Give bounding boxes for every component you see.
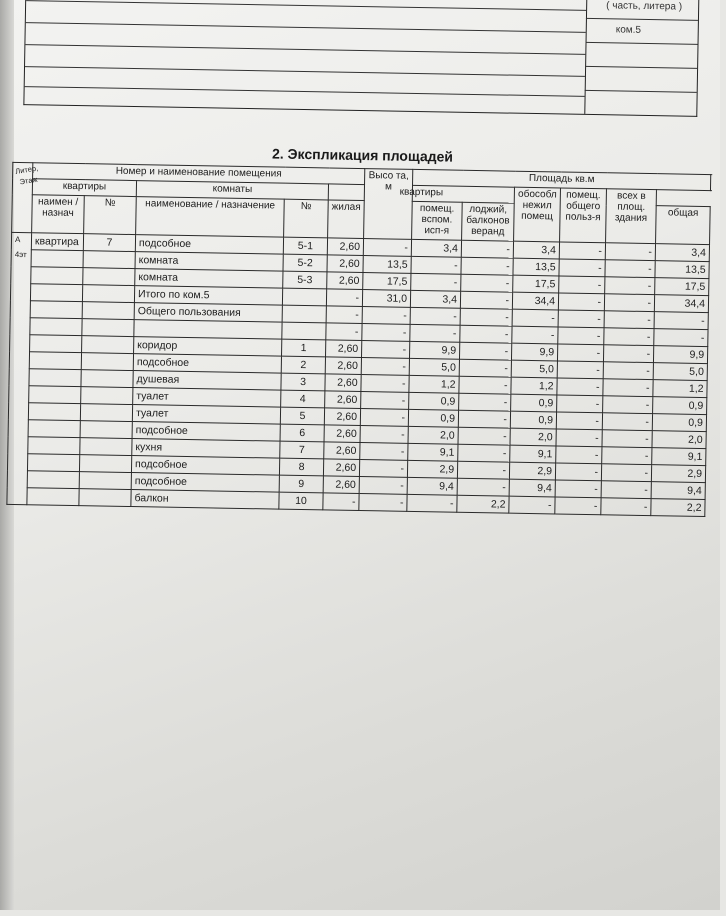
room-name-cell: подсобное (131, 456, 279, 476)
living-cell: - (360, 443, 408, 461)
section-title: 2. Экспликация площадей (271, 145, 454, 165)
nonres-cell: - (558, 344, 604, 362)
loggia-cell: - (461, 274, 513, 292)
nonres-cell: - (555, 480, 601, 498)
apt-no-cell (82, 285, 134, 303)
aux-cell: 1,2 (409, 375, 459, 393)
loggia-cell: 2,2 (457, 495, 509, 513)
header-apt-no: № (84, 196, 137, 235)
room-name-cell: кухня (132, 439, 280, 459)
loggia-cell: - (460, 325, 512, 343)
living-cell: - (361, 392, 409, 410)
header-loggia: лоджий, балконов веранд (462, 202, 515, 241)
living-cell: 31,0 (362, 290, 410, 308)
loggia-cell: - (460, 291, 512, 309)
living-cell: 13,5 (363, 256, 411, 274)
room-no-cell: 6 (280, 424, 324, 442)
room-name-cell: Итого по ком.5 (134, 286, 282, 306)
nonres-cell: - (557, 378, 603, 396)
liter-value: А (14, 234, 21, 245)
header-apt-name: наимен / назнач (32, 195, 85, 234)
total-cell: 2,9 (509, 462, 555, 480)
total-cell: 2,0 (510, 428, 556, 446)
room-no-cell: 8 (279, 458, 323, 476)
header-common: помещ. общего польз-я (560, 188, 607, 243)
common-cell: - (603, 379, 653, 397)
living-cell: - (360, 426, 408, 444)
header-room-no: № (284, 199, 329, 238)
loggia-cell: - (457, 461, 509, 479)
loggia-cell: - (458, 427, 510, 445)
header-area: Площадь кв.м (413, 169, 711, 190)
room-name-cell: комната (135, 252, 283, 272)
common-cell: - (603, 396, 653, 414)
height-cell: 2,60 (324, 442, 360, 460)
common-cell: - (604, 345, 654, 363)
total-cell: 1,2 (511, 377, 557, 395)
common-cell: - (605, 260, 655, 278)
common-cell: - (602, 447, 652, 465)
apt-no-cell (79, 489, 131, 507)
header-form-line (585, 90, 697, 93)
common-cell: - (602, 430, 652, 448)
aux-cell: 0,9 (409, 392, 459, 410)
common-cell: - (603, 362, 653, 380)
room-no-cell (282, 288, 326, 306)
all-cell: 0,9 (652, 414, 706, 432)
all-cell: 1,2 (653, 380, 707, 398)
apt-name-cell (30, 335, 82, 353)
total-cell: - (512, 326, 558, 344)
header-living: жилая (328, 200, 365, 239)
nonres-cell: - (555, 463, 601, 481)
header-form-line (586, 18, 698, 21)
apt-name-cell (29, 369, 81, 387)
room-name-cell: подсобное (132, 422, 280, 442)
apt-no-cell (80, 404, 132, 422)
loggia-cell: - (458, 444, 510, 462)
room-no-cell: 5-2 (283, 254, 327, 272)
room-no-cell: 5-3 (283, 271, 327, 289)
apt-name-cell (27, 454, 79, 472)
height-cell: 2,60 (323, 459, 359, 477)
aux-cell: 3,4 (411, 239, 461, 257)
room-no-cell: 5 (280, 407, 324, 425)
room-no-cell: 1 (282, 339, 326, 357)
height-cell: - (326, 306, 362, 324)
apt-no-cell (82, 336, 134, 354)
room-no-cell: 2 (281, 356, 325, 374)
total-cell: - (509, 496, 555, 514)
aux-cell: 2,0 (408, 426, 458, 444)
nonres-cell: - (556, 429, 602, 447)
apt-no-cell (82, 319, 134, 337)
loggia-cell: - (460, 308, 512, 326)
total-cell: 9,9 (512, 343, 558, 361)
apt-no-cell (79, 472, 131, 490)
nonres-cell: - (558, 293, 604, 311)
nonres-cell: - (557, 395, 603, 413)
living-cell: - (361, 375, 409, 393)
nonres-cell: - (556, 446, 602, 464)
total-cell: 17,5 (513, 275, 559, 293)
floor-value: 4эт (14, 249, 27, 260)
height-cell: - (326, 289, 362, 307)
aux-cell: - (410, 307, 460, 325)
apt-name-cell (31, 267, 83, 285)
all-cell: 9,4 (651, 482, 705, 500)
nonres-cell: - (559, 259, 605, 277)
room-name-cell: подсобное (133, 354, 281, 374)
all-cell: 13,5 (655, 261, 709, 279)
total-cell: 5,0 (511, 360, 557, 378)
nonres-cell: - (558, 327, 604, 345)
aux-cell: 9,1 (408, 443, 458, 461)
header-height: Высо та, м (364, 169, 413, 240)
apt-no-cell: 7 (83, 234, 135, 252)
total-cell: 34,4 (512, 292, 558, 310)
loggia-cell: - (461, 257, 513, 275)
loggia-cell: - (458, 410, 510, 428)
all-cell: 5,0 (653, 363, 707, 381)
living-cell: - (360, 409, 408, 427)
apt-name-cell (27, 488, 79, 506)
apt-no-cell (81, 387, 133, 405)
total-cell: - (512, 309, 558, 327)
total-cell: 3,4 (513, 241, 559, 259)
aux-cell: 2,9 (407, 460, 457, 478)
loggia-cell: - (459, 376, 511, 394)
nonres-cell: - (556, 412, 602, 430)
common-cell: - (601, 464, 651, 482)
nonres-cell: - (559, 276, 605, 294)
common-cell: - (601, 498, 651, 516)
header-total: общая (656, 206, 711, 245)
aux-cell: - (411, 256, 461, 274)
header-form-left (24, 0, 587, 114)
total-cell: 9,1 (510, 445, 556, 463)
header-nonres: обособл нежил помещ (514, 187, 561, 242)
height-cell: - (326, 323, 362, 341)
room-no-cell: 7 (280, 441, 324, 459)
room-no-cell: 4 (281, 390, 325, 408)
height-cell: 2,60 (325, 374, 361, 392)
room-label: ком.5 (615, 24, 642, 36)
loggia-cell: - (459, 359, 511, 377)
aux-cell: - (410, 324, 460, 342)
living-cell: 17,5 (363, 273, 411, 291)
apt-name-cell (30, 284, 82, 302)
apt-name-cell (29, 352, 81, 370)
apt-name-cell (29, 386, 81, 404)
header-all: всех в площ. здания (606, 189, 657, 244)
living-cell: - (359, 460, 407, 478)
room-name-cell: душевая (133, 371, 281, 391)
height-cell: 2,60 (325, 357, 361, 375)
apt-no-cell (80, 438, 132, 456)
aux-cell: 0,9 (408, 409, 458, 427)
apt-no-cell (82, 302, 134, 320)
part-liter-label: ( часть, литера ) (606, 0, 683, 13)
all-cell: 3,4 (655, 244, 709, 262)
height-cell: 2,60 (325, 391, 361, 409)
loggia-cell: - (461, 240, 513, 258)
all-cell: 9,9 (653, 346, 707, 364)
living-cell: - (362, 307, 410, 325)
apt-no-cell (79, 455, 131, 473)
living-cell: - (362, 324, 410, 342)
living-cell: - (359, 477, 407, 495)
aux-cell: - (411, 273, 461, 291)
area-explication-table (6, 162, 711, 517)
aux-cell: - (407, 494, 457, 512)
header-form-line (585, 66, 697, 69)
aux-cell: 3,4 (410, 290, 460, 308)
nonres-cell: - (559, 242, 605, 260)
common-cell: - (604, 311, 654, 329)
height-cell: 2,60 (323, 476, 359, 494)
common-cell: - (601, 481, 651, 499)
loggia-cell: - (459, 393, 511, 411)
all-cell: - (654, 312, 708, 330)
total-cell: 9,4 (509, 479, 555, 497)
all-cell: 17,5 (655, 278, 709, 296)
nonres-cell: - (557, 361, 603, 379)
nonres-cell: - (558, 310, 604, 328)
room-no-cell: 5-1 (283, 237, 327, 255)
apt-name-cell (30, 318, 82, 336)
apt-no-cell (83, 268, 135, 286)
room-name-cell: туалет (133, 388, 281, 408)
room-no-cell (282, 305, 326, 323)
all-cell: 34,4 (654, 295, 708, 313)
common-cell: - (604, 294, 654, 312)
apt-name-cell (28, 403, 80, 421)
header-form-line (25, 44, 585, 55)
header-form-line (26, 0, 586, 11)
header-room-name: наименование / назначение (136, 197, 285, 238)
room-name-cell: туалет (132, 405, 280, 425)
apt-name-cell (30, 301, 82, 319)
room-no-cell (282, 322, 326, 340)
common-cell: - (602, 413, 652, 431)
aux-cell: 5,0 (409, 358, 459, 376)
apt-name-cell (28, 420, 80, 438)
nonres-cell: - (555, 497, 601, 515)
header-form (23, 0, 699, 117)
total-cell: 0,9 (511, 394, 557, 412)
header-form-line (26, 22, 586, 33)
table-body (7, 232, 710, 516)
header-apartments: квартиры (32, 179, 136, 197)
common-cell: - (605, 243, 655, 261)
header-liter-floor: Литер, Этаж (12, 162, 33, 232)
loggia-cell: - (460, 342, 512, 360)
height-cell: 2,60 (324, 425, 360, 443)
total-cell: 13,5 (513, 258, 559, 276)
room-no-cell: 3 (281, 373, 325, 391)
height-cell: - (323, 493, 359, 511)
living-cell: - (359, 494, 407, 512)
room-name-cell: подсобное (135, 235, 283, 255)
room-no-cell: 9 (279, 475, 323, 493)
header-aux: помещ. вспом. исп-я (412, 201, 463, 240)
apt-no-cell (81, 353, 133, 371)
all-cell: 2,9 (651, 465, 705, 483)
common-cell: - (604, 328, 654, 346)
apt-name-cell (31, 250, 83, 268)
living-cell: - (363, 239, 411, 257)
header-area-apartments: квартиры (328, 184, 514, 203)
all-cell: 2,0 (652, 431, 706, 449)
room-name-cell: балкон (131, 490, 279, 510)
all-cell: - (654, 329, 708, 347)
room-name-cell: комната (135, 269, 283, 289)
room-name-cell: коридор (134, 337, 282, 357)
apt-name-cell: квартира (31, 233, 83, 251)
all-cell: 9,1 (652, 448, 706, 466)
header-form-line (586, 42, 698, 45)
all-cell: 0,9 (653, 397, 707, 415)
header-room-group: Номер и наименование помещения (33, 163, 365, 185)
apt-name-cell (28, 437, 80, 455)
loggia-cell: - (457, 478, 509, 496)
height-cell: 2,60 (327, 272, 363, 290)
header-form-line (25, 66, 585, 77)
total-cell: 0,9 (510, 411, 556, 429)
height-cell: 2,60 (327, 238, 363, 256)
room-name-cell: подсобное (131, 473, 279, 493)
header-form-line (25, 86, 585, 97)
room-name-cell: Общего пользования (134, 303, 282, 323)
room-no-cell: 10 (279, 492, 323, 510)
apt-no-cell (81, 370, 133, 388)
header-rooms: комнаты (136, 181, 328, 200)
aux-cell: 9,4 (407, 477, 457, 495)
height-cell: 2,60 (324, 408, 360, 426)
common-cell: - (605, 277, 655, 295)
all-cell: 2,2 (651, 499, 705, 517)
living-cell: - (362, 341, 410, 359)
height-cell: 2,60 (327, 255, 363, 273)
apt-name-cell (27, 471, 79, 489)
apt-no-cell (80, 421, 132, 439)
living-cell: - (361, 358, 409, 376)
aux-cell: 9,9 (410, 341, 460, 359)
apt-no-cell (83, 251, 135, 269)
height-cell: 2,60 (326, 340, 362, 358)
